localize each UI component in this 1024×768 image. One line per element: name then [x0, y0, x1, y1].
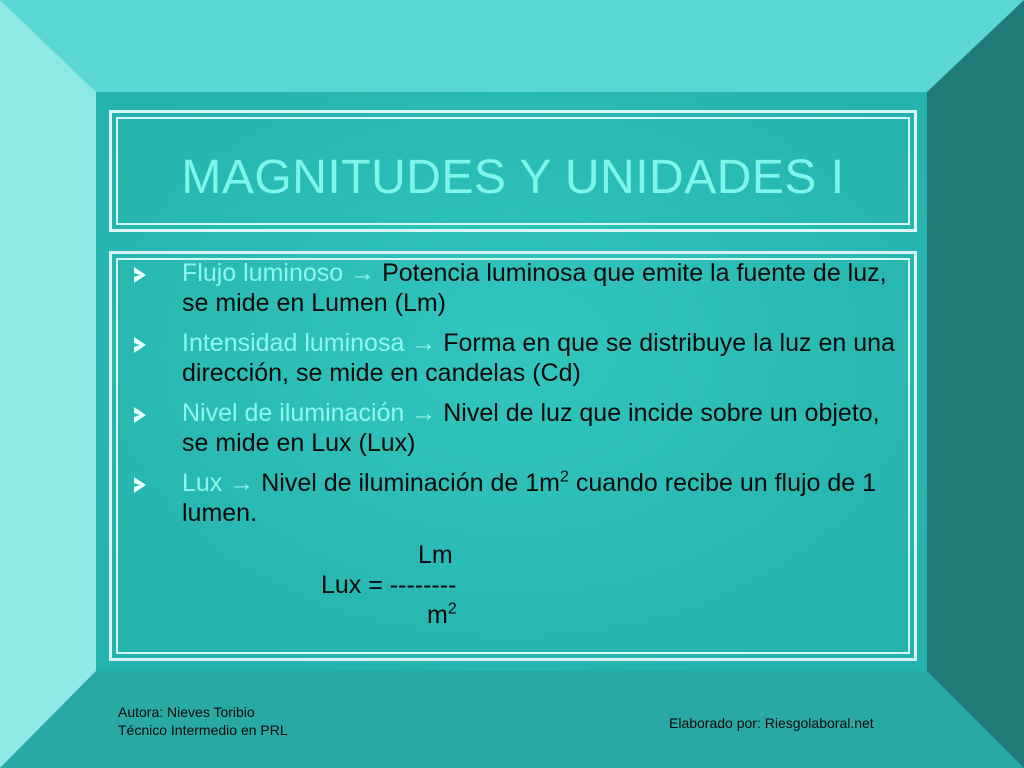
- arrowhead-bullet-icon: [134, 477, 146, 493]
- content-box: [109, 251, 917, 661]
- arrowhead-bullet-icon: [134, 407, 146, 423]
- footer-author: [118, 703, 288, 739]
- title-box: [109, 110, 917, 232]
- bullet-lux: [122, 468, 912, 528]
- bullet-text: Nivel de luz que incide sobre un objeto, se mide en Lux (Lux): [182, 399, 880, 457]
- arrowhead-bullet-icon: [134, 337, 146, 353]
- bullet-term: Flujo luminoso →: [182, 259, 376, 287]
- bullet-term: Nivel de iluminación →: [182, 399, 437, 427]
- lux-formula: [112, 540, 920, 640]
- bullet-text: Nivel de iluminación de 1m: [254, 469, 560, 497]
- bullet-intensidad-luminosa: [122, 328, 912, 388]
- bullet-flujo-luminoso: [122, 258, 912, 318]
- footer-author-role: Técnico Intermedio en PRL: [118, 722, 288, 738]
- footer-credit: Elaborado por: Riesgolaboral.net: [669, 715, 874, 731]
- bullet-text-after: cuando recibe un flujo de 1 lumen.: [182, 469, 877, 527]
- arrowhead-bullet-icon: [134, 267, 146, 283]
- bullet-text: Forma en que se distribuye la luz en una dirección, se mide en candelas (Cd): [182, 329, 895, 387]
- formula-numerator: Lm: [418, 541, 453, 569]
- slide-title: MAGNITUDES Y UNIDADES I: [181, 151, 845, 204]
- formula-denominator-base: m: [427, 601, 448, 629]
- superscript: 2: [559, 468, 569, 486]
- frame-top-bevel: [0, 0, 1024, 92]
- bullet-term: Intensidad luminosa →: [182, 329, 437, 357]
- bullet-list: [122, 258, 912, 538]
- bullet-nivel-iluminacion: [122, 398, 912, 458]
- footer-author-name: Autora: Nieves Toribio: [118, 704, 255, 720]
- bullet-term: Lux →: [182, 469, 255, 497]
- formula-denominator: [427, 600, 457, 630]
- formula-denominator-sup: 2: [447, 600, 457, 618]
- formula-lhs: Lux = --------: [321, 571, 457, 599]
- frame-left-bevel: [0, 0, 96, 768]
- frame-right-bevel: [927, 0, 1024, 768]
- bullet-text: Potencia luminosa que emite la fuente de luz, se mide en Lumen (Lm): [182, 259, 887, 317]
